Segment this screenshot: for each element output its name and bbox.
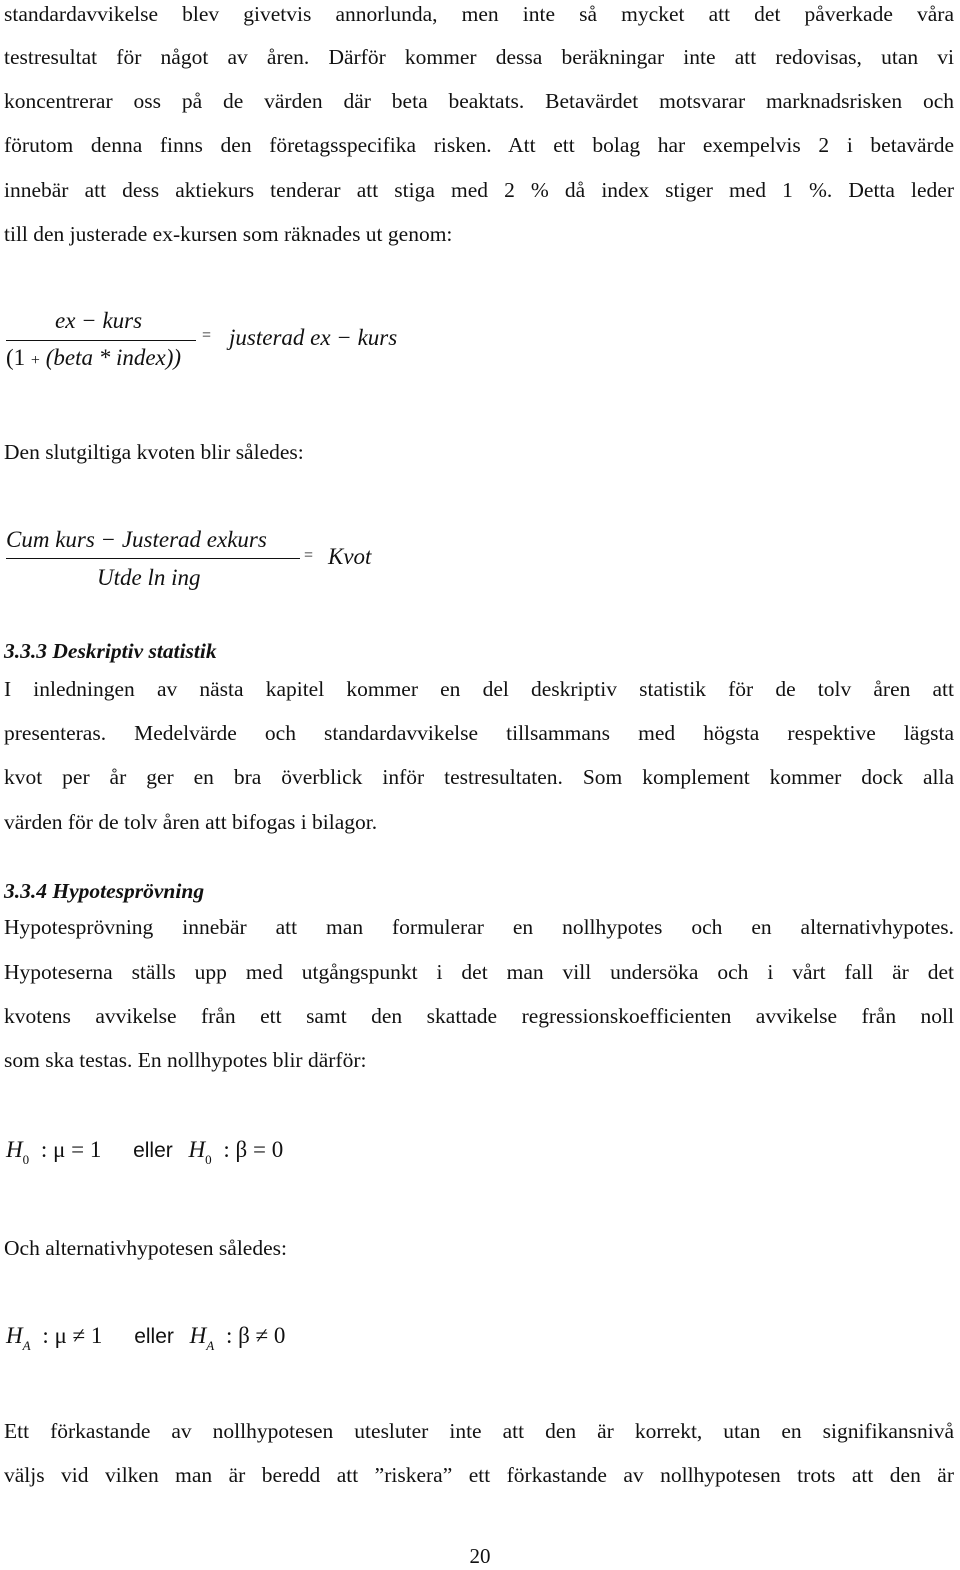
section-heading: 3.3.4 Hypotesprövning xyxy=(4,879,205,903)
formula-numerator: Cum kurs − Justerad exkurs xyxy=(6,527,267,552)
body-text-line: Hypotesprövning innebär att man formulerar en nollhypotes och en alternativhypotes. xyxy=(4,915,954,939)
body-text-line: till den justerade ex-kursen som räknades ut genom: xyxy=(4,222,453,246)
fraction-bar xyxy=(6,558,300,559)
body-text-line: som ska testas. En nollhypotes blir därför: xyxy=(4,1048,367,1072)
hypothesis-symbol: H xyxy=(189,1323,207,1348)
hypothesis-symbol: H xyxy=(6,1323,23,1348)
hypothesis-symbol: H xyxy=(188,1137,206,1162)
hypothesis-symbol: H xyxy=(6,1137,23,1162)
hypothesis-condition: : μ = 1 xyxy=(40,1137,102,1162)
body-text-line: Den slutgiltiga kvoten blir således: xyxy=(4,440,304,464)
eller-word: eller xyxy=(134,1325,174,1348)
formula-denominator xyxy=(6,345,181,371)
body-text-line: standardavvikelse blev givetvis annorlunda, men inte så mycket att det påverkade våra xyxy=(4,2,954,26)
hypothesis-subscript: 0 xyxy=(22,1152,30,1167)
body-text-line: I inledningen av nästa kapitel kommer en del deskriptiv statistik för de tolv åren att xyxy=(4,677,954,701)
body-text-line: presenteras. Medelvärde och standardavvikelse tillsammans med högsta respektive lägsta xyxy=(4,721,954,745)
body-text-line: värden för de tolv åren att bifogas i bilagor. xyxy=(4,810,378,834)
denominator-open: (1 xyxy=(6,345,26,370)
body-text-line: kvot per år ger en bra överblick inför testresultaten. Som komplement kommer dock alla xyxy=(4,765,954,789)
hypothesis-condition: : β ≠ 0 xyxy=(225,1323,286,1348)
hypothesis-condition: : β = 0 xyxy=(223,1137,284,1162)
body-text-line: Ett förkastande av nollhypotesen utesluter inte att den är korrekt, utan en signifikansnivå xyxy=(4,1419,954,1443)
body-text-line: förutom denna finns den företagsspecifika risken. Att ett bolag har exempelvis 2 i betavärde xyxy=(4,133,954,157)
eller-word: eller xyxy=(133,1139,173,1162)
formula-result: justerad ex − kurs xyxy=(229,325,398,350)
fraction-bar xyxy=(6,340,196,341)
body-text-line: kvotens avvikelse från ett samt den skattade regressionskoefficienten avvikelse från noll xyxy=(4,1004,954,1028)
hypothesis-subscript: 0 xyxy=(205,1152,212,1167)
formula-numerator: ex − kurs xyxy=(55,308,143,333)
body-text-line: testresultat för något av åren. Därför kommer dessa beräkningar inte att redovisas, utan vi xyxy=(4,45,954,69)
page-number: 20 xyxy=(469,1544,491,1568)
formula-equals: = xyxy=(202,327,212,344)
denominator-plus: + xyxy=(30,352,40,369)
hypothesis-subscript: A xyxy=(206,1338,215,1353)
body-text-line: innebär att dess aktiekurs tenderar att stiga med 2 % då index stiger med 1 %. Detta leder xyxy=(4,178,954,202)
body-text-line: Och alternativhypotesen således: xyxy=(4,1236,287,1260)
formula-equals: = xyxy=(304,547,314,564)
formula-denominator: Utde ln ing xyxy=(97,565,201,590)
null-hypothesis-formula xyxy=(6,1137,284,1167)
denominator-rest: (beta * index)) xyxy=(45,345,182,370)
hypothesis-subscript: A xyxy=(22,1338,31,1353)
body-text-line: koncentrerar oss på de värden där beta beaktats. Betavärdet motsvarar marknadsrisken och xyxy=(4,89,954,113)
formula-result: Kvot xyxy=(328,544,372,569)
body-text-line: väljs vid vilken man är beredd att ”riskera” ett förkastande av nollhypotesen trots att den är xyxy=(4,1463,954,1487)
body-text-line: Hypoteserna ställs upp med utgångspunkt i det man vill undersöka och i vårt fall är det xyxy=(4,960,954,984)
section-heading: 3.3.3 Deskriptiv statistik xyxy=(4,639,217,663)
alternative-hypothesis-formula xyxy=(6,1323,286,1353)
hypothesis-condition: : μ ≠ 1 xyxy=(42,1323,103,1348)
